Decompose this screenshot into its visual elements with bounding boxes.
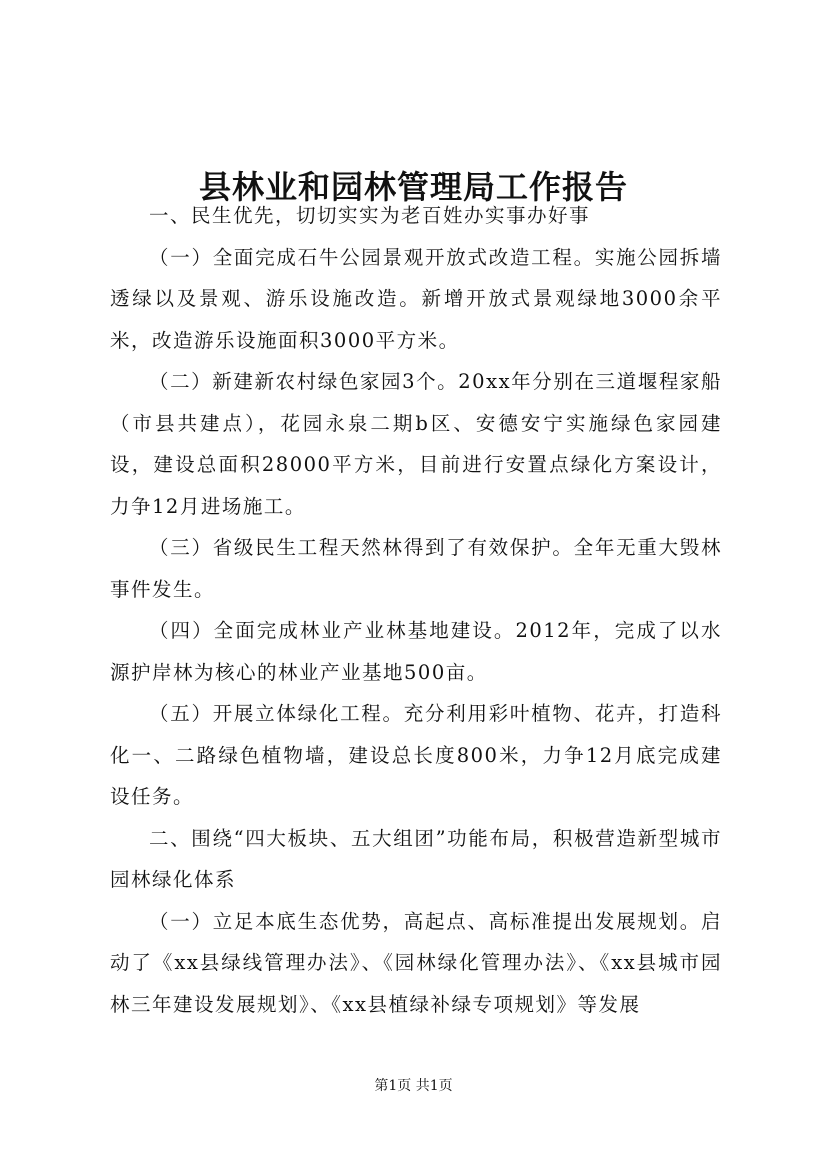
paragraph: （三）省级民生工程天然林得到了有效保护。全年无重大毁林事件发生。 bbox=[110, 536, 722, 601]
paragraph: 二、围绕“四大板块、五大组团”功能布局，积极营造新型城市园林绿化体系 bbox=[110, 826, 722, 891]
paragraph: 一、民生优先，切切实实为老百姓办实事办好事 bbox=[149, 204, 591, 227]
paragraph: （四）全面完成林业产业林基地建设。2012年，完成了以水源护岸林为核心的林业产业基地500亩。 bbox=[110, 619, 722, 684]
paragraph: （五）开展立体绿化工程。充分利用彩叶植物、花卉，打造科化一、二路绿色植物墙，建设总长度800米，力争12月底完成建设任务。 bbox=[110, 702, 722, 808]
document-body bbox=[110, 195, 722, 1025]
document-title: 县林业和园林管理局工作报告 bbox=[198, 168, 628, 207]
page-number: 第1页 共1页 bbox=[374, 1078, 453, 1094]
paragraph: （一）全面完成石牛公园景观开放式改造工程。实施公园拆墙透绿以及景观、游乐设施改造。新增开放式景观绿地3000余平米，改造游乐设施面积3000平方米。 bbox=[110, 245, 722, 352]
paragraph: （一）立足本底生态优势，高起点、高标准提出发展规划。启动了《xx县绿线管理办法》、《园林绿化管理办法》、《xx县城市园林三年建设发展规划》、《xx县植绿补绿专项规划》等发展 bbox=[110, 909, 722, 1016]
paragraph: （二）新建新农村绿色家园3个。20xx年分别在三道堰程家船（市县共建点），花园永泉二期b区、安德安宁实施绿色家园建设，建设总面积28000平方米，目前进行安置点绿化方案设计，力争12月进场施工。 bbox=[110, 370, 722, 518]
